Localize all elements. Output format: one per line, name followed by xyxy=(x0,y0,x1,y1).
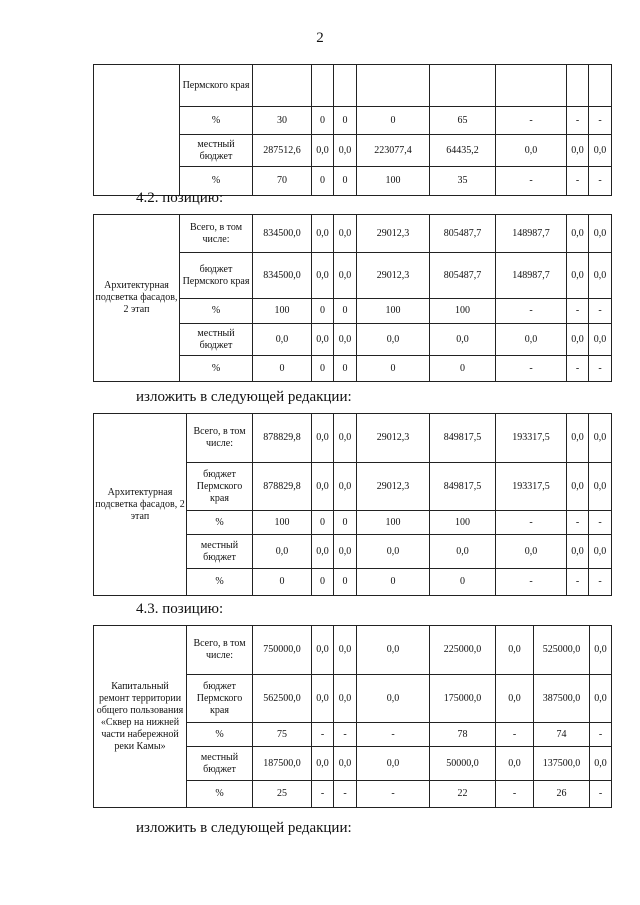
value-cell: - xyxy=(567,167,589,196)
row-label: бюджет Пермского края xyxy=(187,675,253,723)
value-cell: 225000,0 xyxy=(430,626,496,675)
value-cell: 187500,0 xyxy=(253,747,312,781)
value-cell: 0,0 xyxy=(312,675,334,723)
value-cell: 0 xyxy=(334,511,357,535)
value-cell: 0 xyxy=(253,569,312,596)
value-cell: 0,0 xyxy=(312,414,334,463)
value-cell: 25 xyxy=(253,781,312,808)
value-cell: 0 xyxy=(334,167,357,196)
value-cell: 0,0 xyxy=(430,535,496,569)
value-cell: 0 xyxy=(357,569,430,596)
value-cell: 0,0 xyxy=(334,414,357,463)
row-label: % xyxy=(180,167,253,196)
value-cell: 148987,7 xyxy=(496,253,567,299)
value-cell: 35 xyxy=(430,167,496,196)
value-cell: 64435,2 xyxy=(430,135,496,167)
value-cell: 0 xyxy=(312,107,334,135)
value-cell: 0 xyxy=(312,569,334,596)
value-cell: 100 xyxy=(430,511,496,535)
row-label: местный бюджет xyxy=(187,747,253,781)
value-cell: 0,0 xyxy=(253,535,312,569)
value-cell: 0,0 xyxy=(496,535,567,569)
value-cell: 0,0 xyxy=(334,253,357,299)
value-cell: 0,0 xyxy=(312,324,334,356)
value-cell: 137500,0 xyxy=(534,747,590,781)
row-label: местный бюджет xyxy=(180,135,253,167)
value-cell: - xyxy=(496,511,567,535)
value-cell: 0,0 xyxy=(589,253,612,299)
value-cell: 29012,3 xyxy=(357,215,430,253)
value-cell: 0,0 xyxy=(590,675,612,723)
value-cell: 70 xyxy=(253,167,312,196)
value-cell: 0,0 xyxy=(312,215,334,253)
value-cell: 0 xyxy=(357,107,430,135)
section-heading-4-2: 4.2. позицию: xyxy=(136,190,224,206)
value-cell: 29012,3 xyxy=(357,253,430,299)
value-cell: 0 xyxy=(430,356,496,382)
value-cell: 50000,0 xyxy=(430,747,496,781)
value-cell: 0 xyxy=(334,107,357,135)
row-label: Всего, в том числе: xyxy=(180,215,253,253)
value-cell: 100 xyxy=(253,299,312,324)
page-number: 2 xyxy=(316,30,324,46)
value-cell: - xyxy=(589,511,612,535)
value-cell: 849817,5 xyxy=(430,414,496,463)
table-row xyxy=(94,626,612,675)
value-cell: - xyxy=(312,781,334,808)
row-label: Всего, в том числе: xyxy=(187,626,253,675)
value-cell: 0,0 xyxy=(357,324,430,356)
table-row xyxy=(94,65,612,107)
value-cell: 0,0 xyxy=(357,535,430,569)
row-label: Пермского края xyxy=(180,65,253,107)
row-label: % xyxy=(187,511,253,535)
value-cell: - xyxy=(496,167,567,196)
value-cell: 78 xyxy=(430,723,496,747)
value-cell xyxy=(334,65,357,107)
value-cell: 65 xyxy=(430,107,496,135)
value-cell: 0,0 xyxy=(496,747,534,781)
table-row xyxy=(94,215,612,253)
value-cell: 0 xyxy=(334,356,357,382)
value-cell: 100 xyxy=(357,299,430,324)
value-cell: 0,0 xyxy=(357,747,430,781)
value-cell: 0 xyxy=(312,356,334,382)
value-cell xyxy=(496,65,567,107)
value-cell xyxy=(312,65,334,107)
value-cell xyxy=(430,65,496,107)
value-cell: 100 xyxy=(357,511,430,535)
value-cell: 0,0 xyxy=(334,215,357,253)
row-label: % xyxy=(180,356,253,382)
value-cell: 26 xyxy=(534,781,590,808)
value-cell: 22 xyxy=(430,781,496,808)
value-cell: 0 xyxy=(430,569,496,596)
value-cell: 562500,0 xyxy=(253,675,312,723)
value-cell xyxy=(253,65,312,107)
value-cell: - xyxy=(496,723,534,747)
value-cell: 0 xyxy=(312,167,334,196)
value-cell: 805487,7 xyxy=(430,215,496,253)
row-label: местный бюджет xyxy=(187,535,253,569)
value-cell: 0,0 xyxy=(312,626,334,675)
value-cell: 0,0 xyxy=(334,463,357,511)
value-cell: 100 xyxy=(253,511,312,535)
value-cell: 0 xyxy=(253,356,312,382)
value-cell: 0,0 xyxy=(334,626,357,675)
value-cell: 0 xyxy=(312,511,334,535)
row-label: % xyxy=(187,723,253,747)
project-name-cell: Архитектурная подсветка фасадов, 2 этап xyxy=(94,414,187,596)
value-cell: 0,0 xyxy=(334,535,357,569)
value-cell: 29012,3 xyxy=(357,414,430,463)
value-cell: 525000,0 xyxy=(534,626,590,675)
value-cell: 0,0 xyxy=(589,535,612,569)
value-cell: 0,0 xyxy=(312,135,334,167)
value-cell: 175000,0 xyxy=(430,675,496,723)
table-position-4-3-current xyxy=(93,625,612,808)
value-cell: 0 xyxy=(334,569,357,596)
table-position-4-2-current xyxy=(93,214,612,382)
value-cell: 100 xyxy=(430,299,496,324)
value-cell: 193317,5 xyxy=(496,414,567,463)
section-heading-new-edition-1: изложить в следующей редакции: xyxy=(136,389,352,405)
value-cell: 75 xyxy=(253,723,312,747)
value-cell: 100 xyxy=(357,167,430,196)
value-cell: - xyxy=(567,356,589,382)
value-cell: 0,0 xyxy=(567,463,589,511)
value-cell: - xyxy=(589,299,612,324)
value-cell: 0 xyxy=(357,356,430,382)
value-cell: 0,0 xyxy=(590,747,612,781)
value-cell: - xyxy=(496,569,567,596)
project-name-cell xyxy=(94,65,180,196)
value-cell: 0,0 xyxy=(567,253,589,299)
value-cell: 0,0 xyxy=(567,414,589,463)
value-cell: 750000,0 xyxy=(253,626,312,675)
value-cell: 287512,6 xyxy=(253,135,312,167)
value-cell: 0,0 xyxy=(334,324,357,356)
row-label: % xyxy=(187,781,253,808)
value-cell: - xyxy=(357,781,430,808)
value-cell: - xyxy=(590,723,612,747)
value-cell: 0,0 xyxy=(589,135,612,167)
value-cell: 0 xyxy=(334,299,357,324)
value-cell: 193317,5 xyxy=(496,463,567,511)
row-label: % xyxy=(180,299,253,324)
value-cell: 148987,7 xyxy=(496,215,567,253)
value-cell: 0,0 xyxy=(496,135,567,167)
table-continuation xyxy=(93,64,612,196)
value-cell xyxy=(357,65,430,107)
value-cell: 834500,0 xyxy=(253,253,312,299)
value-cell: 0,0 xyxy=(253,324,312,356)
row-label: % xyxy=(180,107,253,135)
table-position-4-2-new xyxy=(93,413,612,596)
value-cell: - xyxy=(589,356,612,382)
value-cell: 878829,8 xyxy=(253,463,312,511)
value-cell: 0,0 xyxy=(567,135,589,167)
value-cell: 0,0 xyxy=(589,324,612,356)
value-cell: 0,0 xyxy=(357,675,430,723)
row-label: бюджет Пермского края xyxy=(180,253,253,299)
row-label: бюджет Пермского края xyxy=(187,463,253,511)
value-cell: 30 xyxy=(253,107,312,135)
value-cell: 0,0 xyxy=(496,626,534,675)
value-cell: 0,0 xyxy=(334,747,357,781)
value-cell: - xyxy=(567,107,589,135)
project-name-cell: Архитектурная подсветка фасадов, 2 этап xyxy=(94,215,180,382)
value-cell: 0,0 xyxy=(357,626,430,675)
value-cell: 29012,3 xyxy=(357,463,430,511)
section-heading-4-3: 4.3. позицию: xyxy=(136,601,224,617)
value-cell: 0,0 xyxy=(496,675,534,723)
value-cell: 0,0 xyxy=(567,324,589,356)
value-cell: 0,0 xyxy=(589,215,612,253)
row-label: % xyxy=(187,569,253,596)
table-row xyxy=(94,414,612,463)
value-cell: 0,0 xyxy=(567,215,589,253)
value-cell: 0,0 xyxy=(589,463,612,511)
value-cell: - xyxy=(357,723,430,747)
value-cell: 0,0 xyxy=(334,675,357,723)
value-cell: - xyxy=(334,781,357,808)
value-cell: 0 xyxy=(312,299,334,324)
value-cell: 387500,0 xyxy=(534,675,590,723)
project-name-cell: Капитальный ремонт территории общего пользования «Сквер на нижней части набережной реки Камы» xyxy=(94,626,187,808)
value-cell: 0,0 xyxy=(312,747,334,781)
value-cell: - xyxy=(589,569,612,596)
value-cell: 0,0 xyxy=(312,463,334,511)
row-label: местный бюджет xyxy=(180,324,253,356)
value-cell: 0,0 xyxy=(430,324,496,356)
value-cell: 0,0 xyxy=(312,253,334,299)
value-cell: 0,0 xyxy=(334,135,357,167)
value-cell: - xyxy=(590,781,612,808)
value-cell: - xyxy=(496,299,567,324)
value-cell: - xyxy=(312,723,334,747)
value-cell: 0,0 xyxy=(567,535,589,569)
value-cell: - xyxy=(567,511,589,535)
value-cell xyxy=(567,65,589,107)
value-cell: 0,0 xyxy=(496,324,567,356)
value-cell: 0,0 xyxy=(590,626,612,675)
value-cell: - xyxy=(496,107,567,135)
value-cell: 223077,4 xyxy=(357,135,430,167)
value-cell: 849817,5 xyxy=(430,463,496,511)
value-cell xyxy=(589,65,612,107)
value-cell: 834500,0 xyxy=(253,215,312,253)
value-cell: - xyxy=(589,167,612,196)
value-cell: 878829,8 xyxy=(253,414,312,463)
value-cell: 74 xyxy=(534,723,590,747)
value-cell: - xyxy=(589,107,612,135)
value-cell: - xyxy=(334,723,357,747)
value-cell: 0,0 xyxy=(589,414,612,463)
value-cell: 805487,7 xyxy=(430,253,496,299)
value-cell: - xyxy=(496,781,534,808)
section-heading-new-edition-2: изложить в следующей редакции: xyxy=(136,820,352,836)
value-cell: - xyxy=(496,356,567,382)
value-cell: - xyxy=(567,299,589,324)
value-cell: 0,0 xyxy=(312,535,334,569)
value-cell: - xyxy=(567,569,589,596)
row-label: Всего, в том числе: xyxy=(187,414,253,463)
